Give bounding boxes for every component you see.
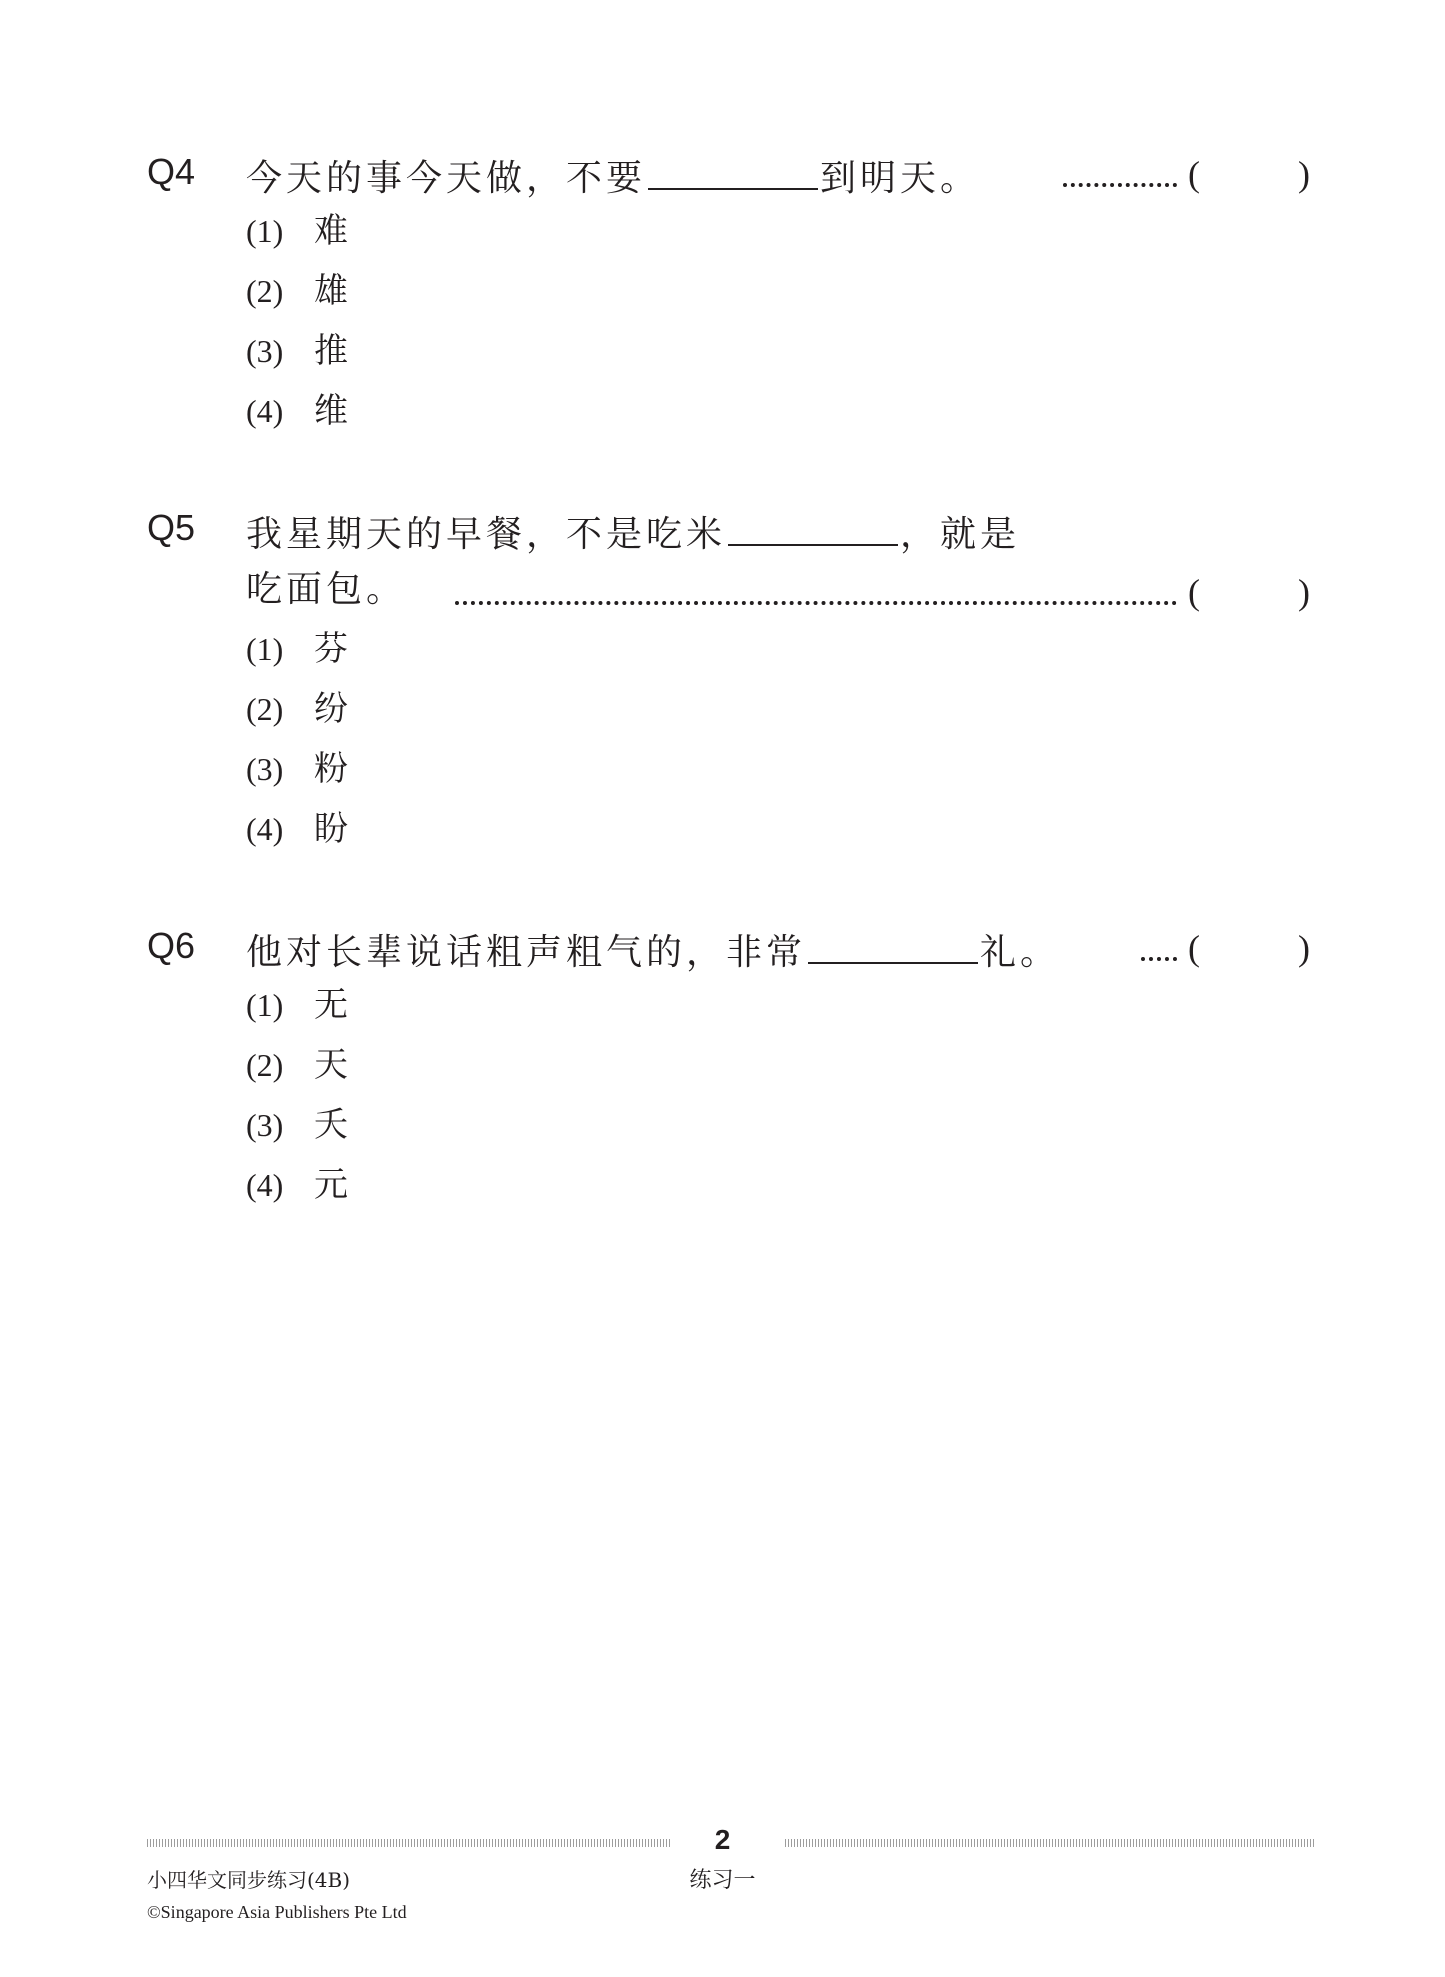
option-number: (1) — [246, 987, 284, 1023]
option-number: (3) — [246, 333, 284, 369]
answer-paren-open: ( — [1188, 154, 1200, 194]
option-1[interactable] — [246, 211, 348, 251]
stem-text-before: 我星期天的早餐，不是吃米 — [246, 514, 727, 555]
question-stem — [246, 510, 1020, 553]
option-text: 纷 — [314, 689, 348, 729]
dot-leader — [1141, 957, 1177, 961]
option-3[interactable] — [246, 749, 348, 789]
option-text: 芬 — [314, 629, 348, 669]
option-text: 盼 — [314, 809, 348, 849]
option-text: 元 — [314, 1165, 348, 1205]
answer-blank — [648, 154, 818, 190]
question-number: Q5 — [147, 507, 196, 548]
stem-text-after: ，就是 — [900, 514, 1021, 555]
option-text: 无 — [314, 985, 348, 1025]
option-number: (3) — [246, 1107, 284, 1143]
dot-leader — [1063, 183, 1177, 187]
option-number: (4) — [246, 393, 284, 429]
option-1[interactable] — [246, 629, 348, 669]
answer-paren-close: ) — [1298, 572, 1310, 612]
option-2[interactable] — [246, 271, 348, 311]
option-number: (2) — [246, 691, 284, 727]
option-4[interactable] — [246, 809, 348, 849]
option-1[interactable] — [246, 985, 348, 1025]
option-number: (2) — [246, 1047, 284, 1083]
exercise-label: 练习一 — [689, 1868, 756, 1893]
option-2[interactable] — [246, 689, 348, 729]
question-stem-line-2: 吃面包。 — [246, 569, 407, 610]
option-number: (1) — [246, 213, 284, 249]
answer-paren-open: ( — [1188, 572, 1200, 612]
question-stem — [246, 154, 980, 197]
answer-paren-open: ( — [1188, 928, 1200, 968]
stem-text-before: 今天的事今天做，不要 — [246, 158, 647, 199]
question-number: Q4 — [147, 151, 196, 192]
answer-paren-close: ) — [1298, 928, 1310, 968]
option-number: (1) — [246, 631, 284, 667]
option-text: 推 — [314, 331, 348, 371]
option-number: (3) — [246, 751, 284, 787]
stem-text-after: 礼。 — [980, 932, 1061, 973]
option-text: 难 — [314, 211, 348, 251]
question-number: Q6 — [147, 925, 196, 966]
option-number: (2) — [246, 273, 284, 309]
page-number: 2 — [714, 1824, 731, 1855]
dot-leader — [455, 601, 1177, 605]
option-text: 天 — [314, 1045, 348, 1085]
option-text: 雄 — [314, 271, 348, 311]
option-4[interactable] — [246, 1165, 348, 1205]
option-text: 维 — [314, 391, 348, 431]
answer-blank — [808, 928, 978, 964]
option-number: (4) — [246, 811, 284, 847]
option-3[interactable] — [246, 331, 348, 371]
option-2[interactable] — [246, 1045, 348, 1085]
footer-rule-right — [785, 1839, 1315, 1847]
stem-text-before: 他对长辈说话粗声粗气的，非常 — [246, 932, 807, 973]
option-4[interactable] — [246, 391, 348, 431]
copyright: ©Singapore Asia Publishers Pte Ltd — [147, 1902, 407, 1922]
book-title: 小四华文同步练习(4B) — [147, 1868, 351, 1892]
option-3[interactable] — [246, 1105, 348, 1145]
option-number: (4) — [246, 1167, 284, 1203]
question-stem — [246, 928, 1060, 971]
stem-text-after: 到明天。 — [820, 158, 981, 199]
answer-paren-close: ) — [1298, 154, 1310, 194]
option-text: 夭 — [314, 1105, 348, 1145]
option-text: 粉 — [314, 749, 348, 789]
answer-blank — [728, 510, 898, 546]
